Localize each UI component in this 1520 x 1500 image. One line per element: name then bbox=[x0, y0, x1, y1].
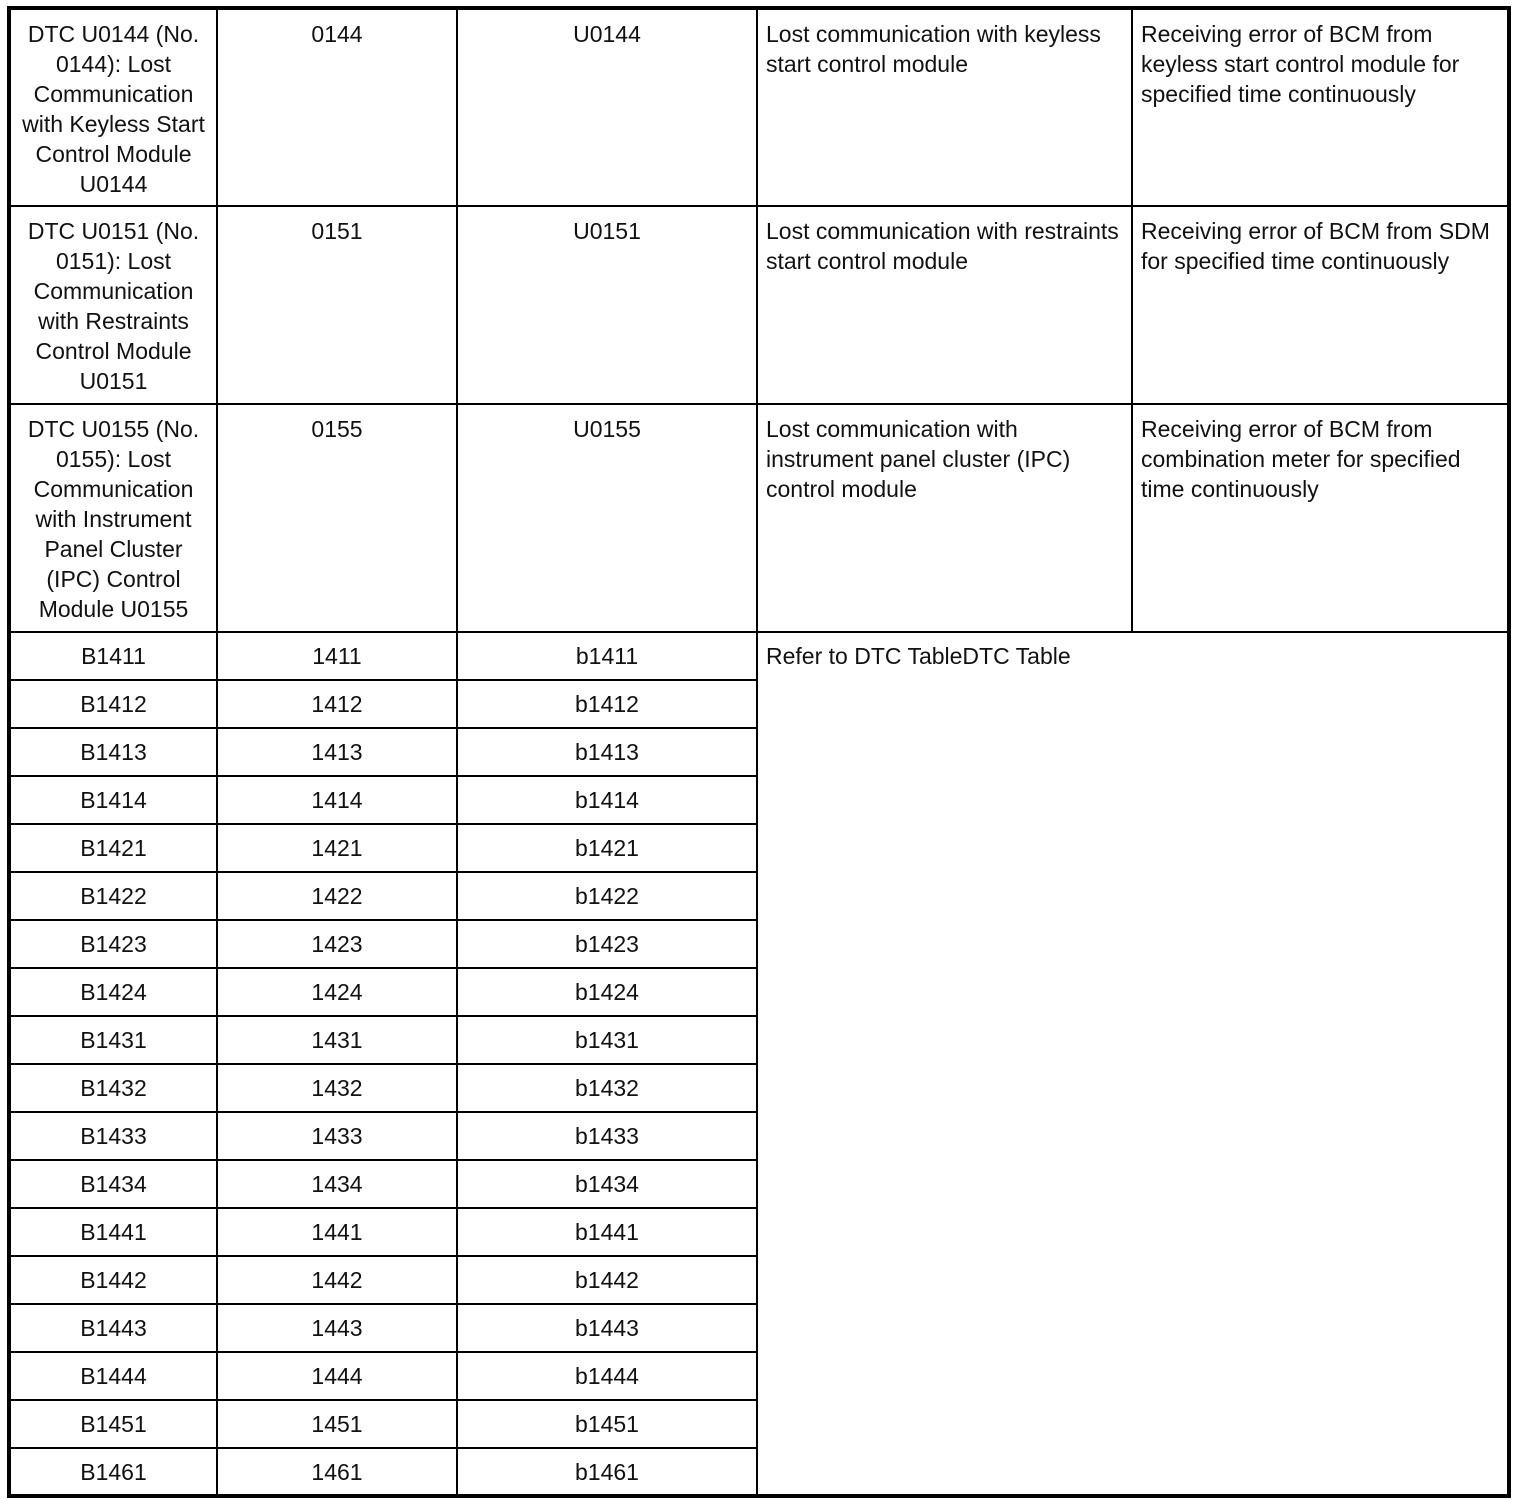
condition-cell: Lost communication with restraints start control module bbox=[757, 206, 1132, 404]
display-cell: b1411 bbox=[457, 632, 757, 680]
display-cell: b1433 bbox=[457, 1112, 757, 1160]
display-cell: b1444 bbox=[457, 1352, 757, 1400]
display-cell: b1461 bbox=[457, 1448, 757, 1496]
code-cell: 1441 bbox=[217, 1208, 457, 1256]
display-cell: b1421 bbox=[457, 824, 757, 872]
dtc-cell: B1461 bbox=[9, 1448, 217, 1496]
display-cell: b1412 bbox=[457, 680, 757, 728]
dtc-cell: B1432 bbox=[9, 1064, 217, 1112]
code-cell: 1423 bbox=[217, 920, 457, 968]
code-cell: 1421 bbox=[217, 824, 457, 872]
dtc-cell: B1423 bbox=[9, 920, 217, 968]
dtc-cell: B1451 bbox=[9, 1400, 217, 1448]
dtc-cell: B1421 bbox=[9, 824, 217, 872]
dtc-cell: DTC U0155 (No. 0155): Lost Communication with Instrument Panel Cluster (IPC) Control Module U0155 bbox=[9, 404, 217, 632]
dtc-cell: B1443 bbox=[9, 1304, 217, 1352]
dtc-cell: DTC U0144 (No. 0144): Lost Communication with Keyless Start Control Module U0144 bbox=[9, 8, 217, 206]
condition-cell: Lost communication with instrument panel cluster (IPC) control module bbox=[757, 404, 1132, 632]
display-cell: b1413 bbox=[457, 728, 757, 776]
code-cell: 1412 bbox=[217, 680, 457, 728]
display-cell: b1414 bbox=[457, 776, 757, 824]
code-cell: 1434 bbox=[217, 1160, 457, 1208]
code-cell: 1413 bbox=[217, 728, 457, 776]
detecting-cell: Receiving error of BCM from combination meter for specified time continuously bbox=[1132, 404, 1509, 632]
code-cell: 1424 bbox=[217, 968, 457, 1016]
dtc-cell: B1422 bbox=[9, 872, 217, 920]
display-cell: b1434 bbox=[457, 1160, 757, 1208]
display-cell: b1442 bbox=[457, 1256, 757, 1304]
code-cell: 0144 bbox=[217, 8, 457, 206]
dtc-cell: B1424 bbox=[9, 968, 217, 1016]
code-cell: 1422 bbox=[217, 872, 457, 920]
display-cell: b1451 bbox=[457, 1400, 757, 1448]
display-cell: b1443 bbox=[457, 1304, 757, 1352]
table-row bbox=[9, 404, 1509, 632]
code-cell: 1431 bbox=[217, 1016, 457, 1064]
display-cell: b1424 bbox=[457, 968, 757, 1016]
display-cell: b1432 bbox=[457, 1064, 757, 1112]
detecting-cell: Receiving error of BCM from keyless start control module for specified time continuously bbox=[1132, 8, 1509, 206]
display-cell: U0155 bbox=[457, 404, 757, 632]
dtc-cell: B1414 bbox=[9, 776, 217, 824]
display-cell: b1431 bbox=[457, 1016, 757, 1064]
code-cell: 1443 bbox=[217, 1304, 457, 1352]
condition-cell: Lost communication with keyless start control module bbox=[757, 8, 1132, 206]
table-row bbox=[9, 206, 1509, 404]
detecting-cell: Receiving error of BCM from SDM for specified time continuously bbox=[1132, 206, 1509, 404]
code-cell: 0155 bbox=[217, 404, 457, 632]
table-row bbox=[9, 632, 1509, 680]
dtc-cell: B1431 bbox=[9, 1016, 217, 1064]
table-row bbox=[9, 8, 1509, 206]
code-cell: 1432 bbox=[217, 1064, 457, 1112]
dtc-cell: B1411 bbox=[9, 632, 217, 680]
display-cell: b1423 bbox=[457, 920, 757, 968]
display-cell: b1441 bbox=[457, 1208, 757, 1256]
display-cell: U0151 bbox=[457, 206, 757, 404]
dtc-cell: B1441 bbox=[9, 1208, 217, 1256]
dtc-cell: B1413 bbox=[9, 728, 217, 776]
dtc-cell: B1433 bbox=[9, 1112, 217, 1160]
code-cell: 0151 bbox=[217, 206, 457, 404]
code-cell: 1442 bbox=[217, 1256, 457, 1304]
dtc-cell: DTC U0151 (No. 0151): Lost Communication with Restraints Control Module U0151 bbox=[9, 206, 217, 404]
code-cell: 1461 bbox=[217, 1448, 457, 1496]
display-cell: b1422 bbox=[457, 872, 757, 920]
display-cell: U0144 bbox=[457, 8, 757, 206]
code-cell: 1451 bbox=[217, 1400, 457, 1448]
dtc-table-body bbox=[9, 8, 1509, 1496]
dtc-cell: B1412 bbox=[9, 680, 217, 728]
dtc-table bbox=[7, 6, 1511, 1498]
dtc-cell: B1434 bbox=[9, 1160, 217, 1208]
dtc-cell: B1444 bbox=[9, 1352, 217, 1400]
code-cell: 1411 bbox=[217, 632, 457, 680]
refer-to-dtc-table-cell: Refer to DTC TableDTC Table bbox=[757, 632, 1509, 1496]
dtc-cell: B1442 bbox=[9, 1256, 217, 1304]
code-cell: 1444 bbox=[217, 1352, 457, 1400]
code-cell: 1414 bbox=[217, 776, 457, 824]
code-cell: 1433 bbox=[217, 1112, 457, 1160]
